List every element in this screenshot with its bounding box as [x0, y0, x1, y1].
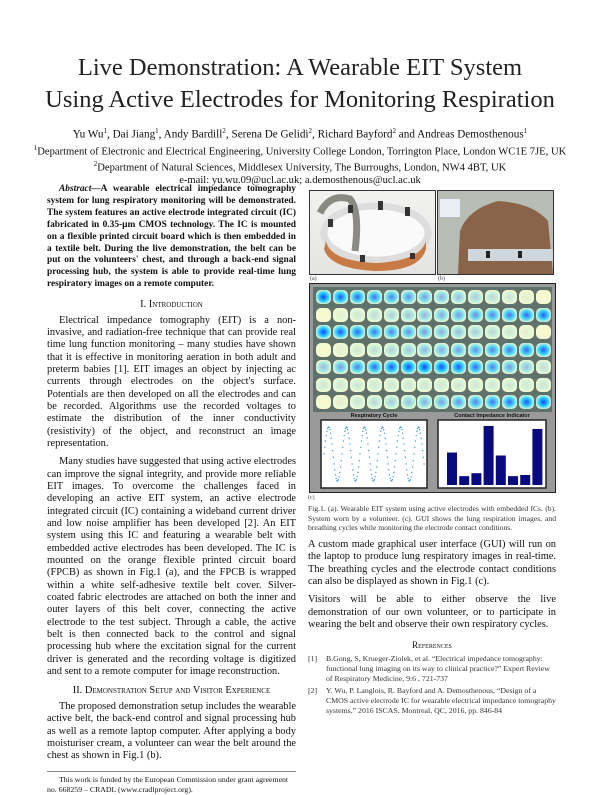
abstract-text: —A wearable electrical impedance tomography system for lung respiratory monitoring will be demonstrated. The system features an active electrode integrated circuit (IC) fabricated in 0.35-µm CMOS technology. The IC is mounted on a flexible printed circuit board which is then embedded in a textile belt. During the live demonstration, the belt can be put on the volunteers' chest, and through a back-end signal processing hub, the system is able to provide real-time lung respiratory images on a remote computer.: [47, 184, 296, 290]
respiratory-point: [387, 457, 388, 458]
respiratory-point: [395, 453, 396, 454]
affiliation-marker: 1: [155, 127, 159, 135]
respiratory-point: [365, 429, 366, 430]
references: [308, 640, 556, 716]
email: e-mail: yu.wu.09@ucl.ac.uk; a.demosthenous@ucl.ac.uk: [179, 174, 421, 186]
respiratory-point: [405, 463, 406, 464]
respiratory-point: [372, 478, 373, 479]
right-column: [308, 190, 556, 718]
respiratory-point: [343, 435, 344, 436]
respiratory-point: [345, 428, 346, 429]
lung-image: [468, 308, 483, 322]
lung-image: [401, 378, 416, 392]
respiratory-point: [323, 453, 324, 454]
lung-image: [333, 395, 348, 409]
contact-impedance-bar: [496, 456, 506, 486]
respiratory-point: [361, 435, 362, 436]
lung-image: [316, 308, 331, 322]
respiratory-point: [338, 479, 339, 480]
respiratory-point: [375, 472, 376, 473]
lung-image: [401, 308, 416, 322]
respiratory-point: [366, 432, 367, 433]
respiratory-point: [340, 466, 341, 467]
respiratory-point: [360, 447, 361, 448]
lung-image: [367, 360, 382, 374]
respiratory-point: [341, 460, 342, 461]
respiratory-point: [367, 443, 368, 444]
author-name: Dai Jiang: [112, 128, 156, 141]
footnote: This work is funded by the European Commission under grant agreement no. 668259 – CRADL (www.cradlproject.org).: [47, 774, 289, 794]
respiratory-point: [381, 428, 382, 429]
lung-image: [316, 343, 331, 357]
respiratory-point: [390, 478, 391, 479]
respiratory-point: [347, 429, 348, 430]
lung-image: [384, 325, 399, 339]
respiratory-point: [416, 431, 417, 432]
respiratory-point: [404, 450, 405, 451]
respiratory-point: [338, 476, 339, 477]
respiratory-point: [414, 447, 415, 448]
respiratory-point: [346, 427, 347, 428]
affiliation-marker: 2: [222, 127, 226, 135]
respiratory-point: [398, 431, 399, 432]
respiratory-point: [385, 443, 386, 444]
respiratory-point: [357, 472, 358, 473]
respiratory-point: [361, 440, 362, 441]
lung-image: [417, 395, 432, 409]
contact-impedance-bar: [447, 453, 457, 485]
respiratory-point: [370, 469, 371, 470]
lung-image: [485, 290, 500, 304]
respiratory-point: [359, 453, 360, 454]
respiratory-cycle-plot: [320, 419, 428, 489]
respiratory-point: [392, 476, 393, 477]
affiliation-marker: 1: [523, 127, 528, 135]
lung-image: [502, 308, 517, 322]
respiratory-point: [405, 457, 406, 458]
lung-image: [417, 290, 432, 304]
respiratory-point: [326, 431, 327, 432]
reference-text: Y. Wu, P. Langlois, R. Bayford and A. Demosthenous, “Design of a CMOS active electrode IC for wearable electrical impedance tomography systems,” 2016 ISCAS, Montreal, QC, 2016, pp. 846-84: [326, 685, 556, 715]
affiliation-2-text: Department of Natural Sciences, Middlesex University, The Burroughs, London, NW4 4BT, UK: [97, 162, 507, 174]
respiratory-point: [352, 469, 353, 470]
contact-impedance-title: Contact Impedance Indicator: [454, 413, 530, 419]
lung-image: [333, 378, 348, 392]
respiratory-point: [333, 457, 334, 458]
lung-image: [434, 308, 449, 322]
lung-image: [468, 343, 483, 357]
respiratory-point: [329, 429, 330, 430]
lung-image: [333, 325, 348, 339]
author-name: Serena De Gelidi: [231, 128, 309, 141]
lung-image: [502, 395, 517, 409]
respiratory-point: [328, 427, 329, 428]
lung-image: [384, 395, 399, 409]
respiratory-point: [409, 480, 410, 481]
respiratory-point: [402, 432, 403, 433]
contact-impedance-bar: [459, 476, 469, 485]
lung-image: [417, 343, 432, 357]
lung-image: [502, 325, 517, 339]
respiratory-point: [379, 440, 380, 441]
affiliation-2: $^2$Department of Natural Sciences, Middlesex University, The Burroughs, London, NW4 4BT, UK: [93, 160, 507, 174]
respiratory-point: [369, 463, 370, 464]
lung-image: [536, 325, 551, 339]
respiratory-point: [407, 474, 408, 475]
respiratory-point: [382, 427, 383, 428]
respiratory-point: [410, 479, 411, 480]
respiratory-point: [374, 476, 375, 477]
lung-image: [536, 360, 551, 374]
author-block: [0, 124, 600, 187]
respiratory-point: [399, 428, 400, 429]
respiratory-point: [408, 478, 409, 479]
respiratory-point: [342, 447, 343, 448]
lung-image: [384, 290, 399, 304]
lung-image: [316, 325, 331, 339]
lung-image: [367, 308, 382, 322]
respiratory-point: [417, 428, 418, 429]
respiratory-point: [380, 431, 381, 432]
reference-text: B.Gong, S, Krueger-Ziolek, et al. “Electrical impedance tomography: functional lung imaging on its way to clinical practice?” Expert Review of Respiratory Medicine, 9:6 , 721-737: [326, 653, 550, 683]
respiratory-point: [351, 457, 352, 458]
affiliation-1: $^1$Department of Electronic and Electrical Engineering, University College London, Torrington Place, London WC1E 7JE, UK: [33, 143, 567, 158]
respiratory-point: [325, 435, 326, 436]
respiratory-point: [379, 435, 380, 436]
respiratory-point: [403, 437, 404, 438]
respiratory-point: [385, 437, 386, 438]
author-name: Richard Bayford: [317, 128, 393, 141]
respiratory-point: [388, 469, 389, 470]
respiratory-point: [334, 469, 335, 470]
lung-image: [468, 378, 483, 392]
lung-image: [485, 395, 500, 409]
lung-image: [401, 395, 416, 409]
respiratory-point: [330, 432, 331, 433]
lung-image: [468, 395, 483, 409]
respiratory-point: [397, 435, 398, 436]
paragraph: The proposed demonstration setup includes the wearable active belt, the back-end control and signal processing hub as well as a remote laptop computer. After applying a body moisturiser cream, a volunteer can wear the belt around the chest as shown in Fig.1 (b).: [47, 700, 296, 762]
respiratory-point: [363, 428, 364, 429]
paragraph: A custom made graphical user interface (GUI) will run on the laptop to produce lung respiratory images in real-time. The breathing cycles and the electrode contact conditions can also be displayed as shown in Fig.1 (c).: [308, 538, 556, 587]
respiratory-point: [367, 437, 368, 438]
lung-image: [384, 378, 399, 392]
respiratory-point: [387, 463, 388, 464]
respiratory-cycle-title: Respiratory Cycle: [350, 413, 398, 419]
lung-image: [502, 343, 517, 357]
author-list: Yu Wu$^1$, Dai Jiang$^1$, Andy Bardill$^2$, Serena De Gelidi$^2$, Richard Bayford$^2$ and Andreas Demosthenous$^1$: [72, 127, 528, 141]
respiratory-point: [355, 480, 356, 481]
figure-belt-photo: [309, 190, 436, 275]
lung-image: [468, 325, 483, 339]
respiratory-point: [394, 466, 395, 467]
lung-image: [519, 308, 534, 322]
respiratory-point: [386, 450, 387, 451]
section-heading: I. Introduction: [140, 299, 203, 311]
contact-impedance-bar: [508, 476, 518, 485]
respiratory-point: [419, 429, 420, 430]
lung-image: [451, 360, 466, 374]
lung-image: [468, 290, 483, 304]
lung-image: [485, 325, 500, 339]
abstract: [47, 184, 296, 291]
paragraph: Many studies have suggested that using active electrodes can improve the signal integrity, and provide more reliable EIT images. To overcome the challenges faced in developing an active EIT system, an active electrode integrated circuit (IC) containing a wideband current driver and low noise amplifier has been developed [2]. An EIT system using this IC and featuring a wearable belt with embedded active electrodes has been developed. The IC is mounted on the orange flexible printed circuit board (FPCB) as shown in Fig.1 (a), and the FPCB is wrapped within a white self-adhesive textile belt cover. Silver-coated fabric electrodes are attached on both the inner and outer layers of this belt cover, connecting the active electrode to the test subject. Through a cable, the active belt is then connected back to the control and signal processing hub where the excitation signal for the current driver is generated and the recording voltage is digitized and sent to a remote computer for image reconstruction.: [47, 456, 296, 678]
respiratory-point: [362, 431, 363, 432]
respiratory-point: [337, 480, 338, 481]
lung-image: [367, 325, 382, 339]
respiratory-point: [400, 427, 401, 428]
lung-image: [519, 343, 534, 357]
lung-image: [434, 395, 449, 409]
respiratory-point: [341, 453, 342, 454]
lung-image: [485, 343, 500, 357]
lung-image: [417, 308, 432, 322]
lung-image: [401, 360, 416, 374]
respiratory-point: [422, 450, 423, 451]
respiratory-point: [415, 435, 416, 436]
respiratory-point: [421, 443, 422, 444]
figure-1: [308, 190, 556, 492]
affiliation-marker: 2: [308, 127, 313, 135]
lung-image: [384, 360, 399, 374]
lung-image: [536, 308, 551, 322]
respiratory-point: [374, 479, 375, 480]
respiratory-point: [420, 432, 421, 433]
respiratory-point: [383, 429, 384, 430]
lung-image: [434, 325, 449, 339]
paragraph: Visitors will be able to either observe the live demonstration of our own volunteer, or to participate in wearing the belt and observe their own respiratory cycles.: [308, 594, 556, 631]
lung-image: [519, 290, 534, 304]
lung-image: [519, 360, 534, 374]
respiratory-point: [343, 440, 344, 441]
respiratory-point: [324, 447, 325, 448]
contact-impedance-bar: [471, 473, 481, 485]
lung-image: [350, 308, 365, 322]
paragraph: Electrical impedance tomography (EIT) is a non-invasive, and radiation-free technique that can provide real time lung function monitoring – many studies have shown that it is effective in monitoring aeration in both adult and preterm babies [1]. EIT images an object by injecting ac currents through electrodes on the object's surface. Potentials are then developed on all the electrodes and can be recorded. Algorithms use the recorded voltages to estimate the distribution of the inner conductivity (resistivity) of the object, and reconstruct an image representation.: [47, 314, 296, 449]
respiratory-point: [353, 474, 354, 475]
lung-image: [333, 343, 348, 357]
lung-image: [502, 290, 517, 304]
respiratory-point: [339, 472, 340, 473]
lung-image: [417, 325, 432, 339]
lung-image: [316, 290, 331, 304]
lung-image: [434, 343, 449, 357]
author-name: Andreas Demosthenous: [417, 128, 524, 141]
respiratory-point: [393, 472, 394, 473]
lung-image-grid: [313, 287, 552, 412]
figure-label-c: (c): [308, 495, 315, 501]
references-heading: References: [412, 639, 452, 650]
lung-image: [333, 308, 348, 322]
respiratory-point: [412, 466, 413, 467]
respiratory-point: [413, 453, 414, 454]
lung-image: [350, 378, 365, 392]
lung-image: [536, 290, 551, 304]
footnote-divider: [47, 771, 296, 772]
lung-image: [519, 325, 534, 339]
respiratory-point: [411, 472, 412, 473]
lung-image: [451, 395, 466, 409]
respiratory-point: [354, 478, 355, 479]
respiratory-point: [371, 474, 372, 475]
respiratory-point: [396, 447, 397, 448]
respiratory-point: [348, 432, 349, 433]
respiratory-point: [377, 460, 378, 461]
respiratory-point: [421, 437, 422, 438]
left-column: [47, 184, 296, 795]
lung-image: [350, 395, 365, 409]
lung-image: [502, 378, 517, 392]
lung-image: [536, 395, 551, 409]
respiratory-point: [410, 476, 411, 477]
lung-image: [367, 343, 382, 357]
respiratory-point: [356, 479, 357, 480]
lung-image: [451, 290, 466, 304]
respiratory-point: [350, 450, 351, 451]
lung-image: [536, 343, 551, 357]
abstract-label: Abstract: [59, 184, 92, 194]
respiratory-point: [327, 428, 328, 429]
respiratory-point: [378, 447, 379, 448]
lung-image: [401, 290, 416, 304]
respiratory-point: [392, 479, 393, 480]
respiratory-point: [369, 457, 370, 458]
respiratory-point: [333, 463, 334, 464]
lung-image: [333, 290, 348, 304]
affiliation-1-text: Department of Electronic and Electrical Engineering, University College London, Torrington Place, London WC1E 7JE, UK: [37, 146, 567, 158]
lung-image: [451, 325, 466, 339]
respiratory-point: [349, 437, 350, 438]
lung-image: [451, 378, 466, 392]
belt-image: [310, 191, 435, 274]
title-line-1: Live Demonstration: A Wearable EIT System: [77, 54, 523, 81]
footnote-area: [47, 763, 296, 795]
respiratory-point: [389, 474, 390, 475]
respiratory-point: [377, 453, 378, 454]
respiratory-point: [356, 476, 357, 477]
respiratory-point: [344, 431, 345, 432]
right-column-text: [308, 539, 556, 632]
section-introduction: [47, 299, 296, 762]
lung-image: [367, 395, 382, 409]
lung-image: [367, 290, 382, 304]
respiratory-point: [373, 480, 374, 481]
lung-image: [350, 290, 365, 304]
section-heading: II. Demonstration Setup and Visitor Experience: [72, 685, 271, 697]
author-name: Yu Wu: [72, 128, 104, 141]
lung-image: [434, 360, 449, 374]
lung-image: [468, 360, 483, 374]
lung-image: [485, 308, 500, 322]
respiratory-point: [376, 466, 377, 467]
respiratory-point: [384, 432, 385, 433]
lung-image: [485, 360, 500, 374]
contact-impedance-chart: [437, 419, 547, 489]
lung-image: [519, 395, 534, 409]
figure-label-a: (a): [310, 276, 317, 282]
respiratory-point: [395, 460, 396, 461]
respiratory-point: [413, 460, 414, 461]
lung-image: [451, 308, 466, 322]
respiratory-point: [423, 457, 424, 458]
lung-image: [401, 343, 416, 357]
respiratory-point: [364, 427, 365, 428]
contact-impedance-bar: [520, 475, 530, 485]
respiratory-point: [403, 443, 404, 444]
respiratory-point: [391, 480, 392, 481]
lung-image: [384, 308, 399, 322]
reference-number: [2]: [308, 685, 318, 695]
lung-image: [350, 360, 365, 374]
lung-image: [485, 378, 500, 392]
author-name: Andy Bardill: [163, 128, 223, 141]
lung-image: [384, 343, 399, 357]
respiratory-point: [335, 474, 336, 475]
respiratory-point: [336, 478, 337, 479]
respiratory-point: [401, 429, 402, 430]
lung-image: [350, 343, 365, 357]
respiratory-point: [331, 437, 332, 438]
lung-image: [316, 360, 331, 374]
respiratory-point: [358, 466, 359, 467]
respiratory-point: [397, 440, 398, 441]
lung-image: [434, 290, 449, 304]
volunteer-image: [438, 191, 553, 274]
respiratory-point: [415, 440, 416, 441]
affiliation-marker: 1: [103, 127, 107, 135]
lung-image: [519, 378, 534, 392]
respiratory-point: [325, 440, 326, 441]
lung-image: [451, 343, 466, 357]
lung-image: [434, 378, 449, 392]
lung-image: [401, 325, 416, 339]
reference-item: [308, 654, 556, 684]
lung-image: [417, 360, 432, 374]
respiratory-point: [368, 450, 369, 451]
reference-item: [308, 686, 556, 716]
lung-image: [316, 378, 331, 392]
respiratory-point: [349, 443, 350, 444]
figure-label-b: (b): [438, 276, 445, 282]
contact-impedance-bar: [532, 429, 542, 485]
contact-impedance-bar: [484, 426, 494, 485]
lung-image: [350, 325, 365, 339]
title-line-2: Using Active Electrodes for Monitoring Respiration: [45, 86, 555, 113]
figure-caption: Fig.1. (a). Wearable EIT system using active electrodes with embedded ICs. (b). System worn by a volunteer. (c). GUI shows the lung respiration images, and breathing cycles while monitoring the electrode contact conditions.: [308, 504, 556, 533]
figure-volunteer-photo: [437, 190, 554, 275]
lung-image: [316, 395, 331, 409]
lung-image: [333, 360, 348, 374]
reference-list: [308, 654, 556, 716]
respiratory-point: [406, 469, 407, 470]
lung-image: [536, 378, 551, 392]
paper-title: [0, 52, 600, 116]
reference-number: [1]: [308, 653, 318, 663]
respiratory-point: [351, 463, 352, 464]
affiliation-marker: 2: [392, 127, 396, 135]
lung-image: [417, 378, 432, 392]
figure-gui-panel: [309, 283, 556, 493]
respiratory-point: [423, 463, 424, 464]
respiratory-point: [331, 443, 332, 444]
respiratory-point: [418, 427, 419, 428]
respiratory-point: [332, 450, 333, 451]
respiratory-point: [359, 460, 360, 461]
lung-image: [502, 360, 517, 374]
lung-image: [367, 378, 382, 392]
